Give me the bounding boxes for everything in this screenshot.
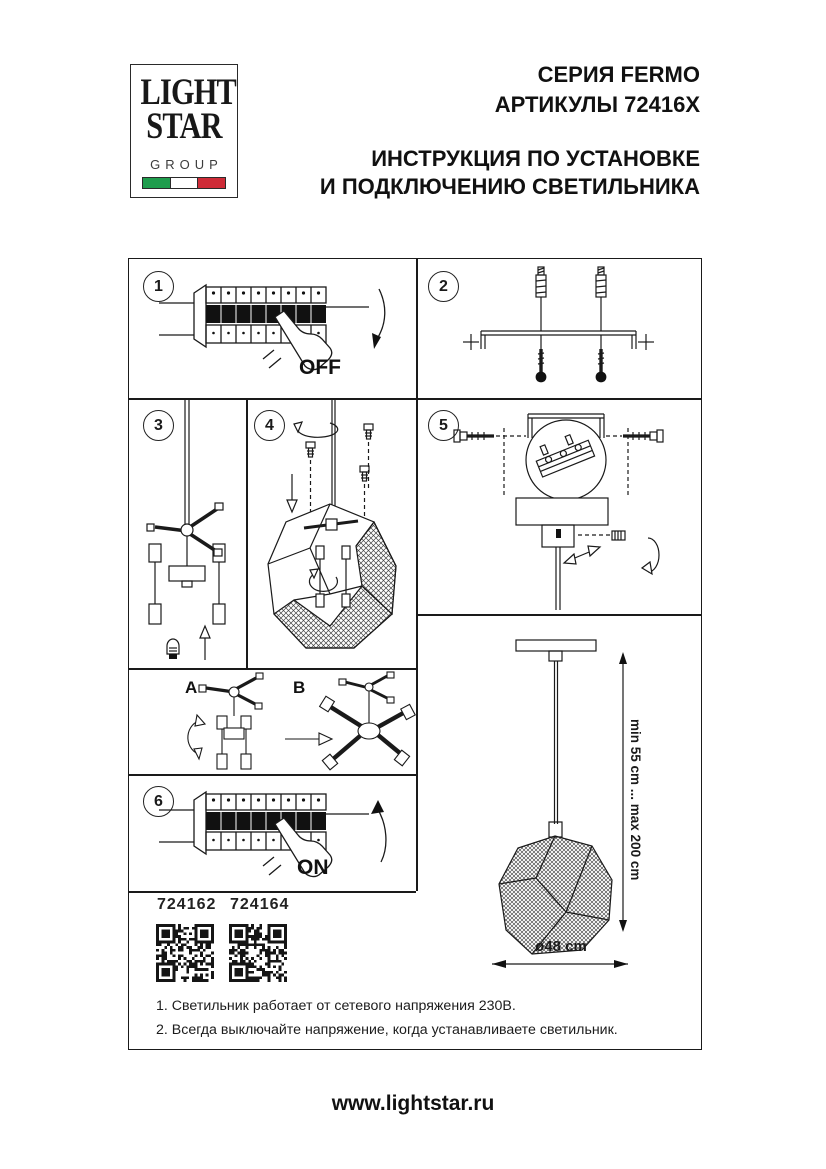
grub-screw-icon bbox=[578, 531, 625, 540]
arrow-right-icon bbox=[285, 733, 332, 745]
website-text: www.lightstar.ru bbox=[331, 1092, 495, 1115]
article-codes-panel bbox=[129, 891, 416, 996]
step-5-panel bbox=[416, 398, 701, 614]
arm-positions-illustration bbox=[129, 668, 416, 774]
bolt-icon bbox=[364, 424, 373, 490]
step-number-badge: 4 bbox=[254, 410, 285, 441]
screw-icon bbox=[454, 430, 494, 442]
series-title: СЕРИЯ FERMO bbox=[537, 62, 700, 87]
note-line: 2. Всегда выключайте напряжение, когда устанавливаете светильник. bbox=[156, 1022, 618, 1038]
canopy-wiring-illustration bbox=[416, 398, 701, 614]
circuit-breaker-off-illustration bbox=[129, 259, 416, 398]
diameter-dimension-arrow bbox=[492, 960, 628, 968]
instruction-title-line2: И ПОДКЛЮЧЕНИЮ СВЕТИЛЬНИКА bbox=[319, 174, 700, 199]
swivel-arrow-icon bbox=[188, 715, 205, 759]
note-line: 1. Светильник работает от сетевого напряжения 230В. bbox=[156, 998, 516, 1014]
shade-attachment-illustration bbox=[246, 398, 416, 668]
mounting-hardware-illustration bbox=[416, 259, 701, 398]
safety-notes bbox=[156, 994, 686, 1042]
articles-title: АРТИКУЛЫ 72416X bbox=[494, 92, 700, 117]
flag-white-stripe bbox=[171, 178, 198, 188]
logo-text-light: LIGHT bbox=[140, 72, 236, 113]
lightstar-logo bbox=[130, 64, 238, 198]
height-dimension-arrow bbox=[619, 652, 627, 932]
suspension-assembly-illustration bbox=[129, 398, 246, 668]
step-3-panel bbox=[129, 398, 246, 668]
italian-flag-icon bbox=[142, 177, 226, 189]
flag-green-stripe bbox=[143, 178, 171, 188]
arrow-up-icon bbox=[371, 800, 386, 862]
arm-positions-panel bbox=[129, 668, 416, 774]
step-number-badge: 6 bbox=[143, 786, 174, 817]
qr-code-724162 bbox=[156, 924, 214, 982]
arrow-down-icon bbox=[287, 474, 297, 512]
step-number-badge: 5 bbox=[428, 410, 459, 441]
flag-red-stripe bbox=[197, 178, 225, 188]
step-1-panel bbox=[129, 259, 416, 398]
logo-text-star: STAR bbox=[146, 106, 222, 147]
off-label: OFF bbox=[299, 356, 341, 379]
rotate-arrow-icon bbox=[642, 538, 659, 574]
pendant-dimensions-illustration bbox=[416, 614, 701, 986]
step-number-badge: 1 bbox=[143, 271, 174, 302]
on-label: ON bbox=[297, 856, 329, 879]
instruction-title-line1: ИНСТРУКЦИЯ ПО УСТАНОВКЕ bbox=[371, 146, 700, 171]
article-code-right: 724164 bbox=[230, 896, 290, 913]
logo-text-group: GROUP bbox=[150, 157, 223, 172]
circuit-breaker-on-illustration bbox=[129, 774, 416, 891]
height-range-label: min 55 cm ... max 200 cm bbox=[628, 718, 643, 881]
screw-icon bbox=[623, 430, 663, 442]
step-4-panel bbox=[246, 398, 416, 668]
step-2-panel bbox=[416, 259, 701, 398]
diameter-label: ø48 cm bbox=[535, 938, 587, 955]
qr-code-724164 bbox=[229, 924, 287, 982]
arrow-down-icon bbox=[372, 289, 385, 349]
article-code-left: 724162 bbox=[157, 896, 217, 913]
arrow-up-icon bbox=[200, 626, 210, 660]
step-number-badge: 2 bbox=[428, 271, 459, 302]
rotate-arrow-icon bbox=[294, 422, 338, 437]
step-number-badge: 3 bbox=[143, 410, 174, 441]
instruction-grid bbox=[128, 258, 702, 1050]
pendant-dimensions-panel bbox=[416, 614, 701, 986]
variant-b-label: B bbox=[293, 678, 306, 697]
variant-a-label: A bbox=[185, 678, 198, 697]
bulb-icon bbox=[167, 639, 179, 659]
step-6-panel bbox=[129, 774, 416, 891]
double-arrow-icon bbox=[564, 546, 600, 564]
